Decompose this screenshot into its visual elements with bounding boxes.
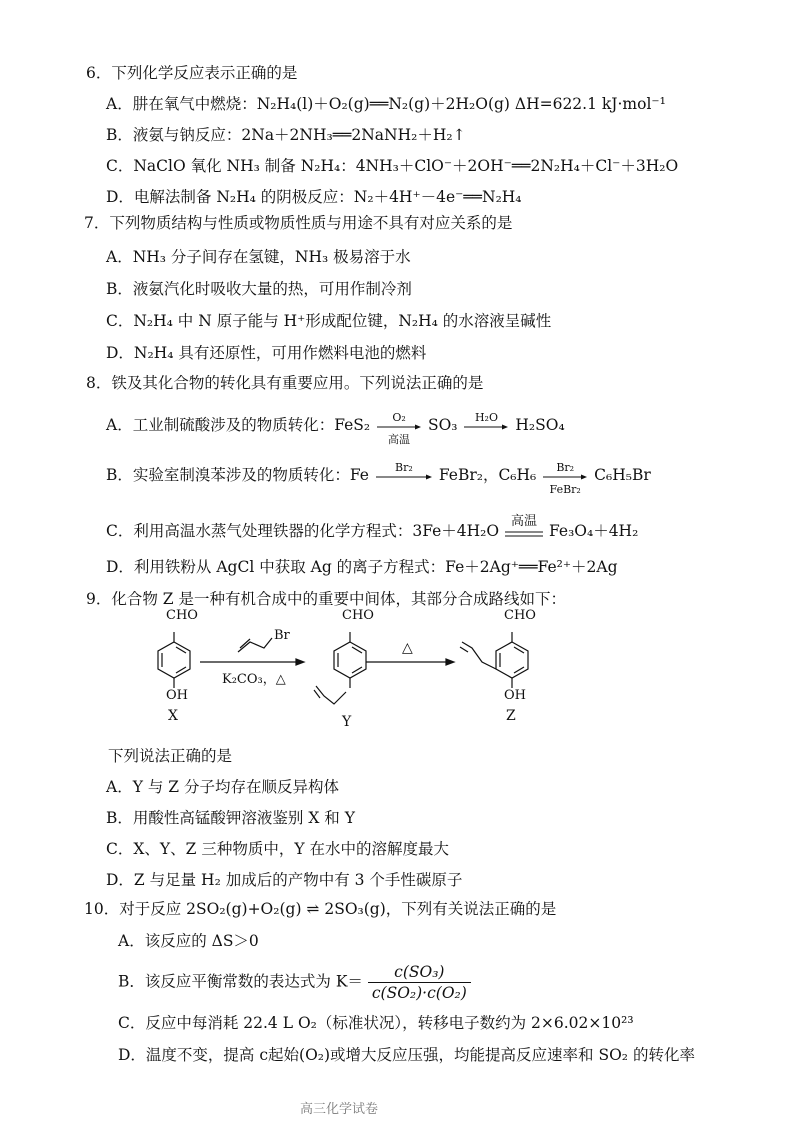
reagent-br-label: Br <box>274 628 290 643</box>
synthesis-scheme <box>120 608 680 742</box>
compound-x-label: X <box>168 708 178 724</box>
q10-option-c: C．反应中每消耗 22.4 L O₂（标准状况），转移电子数约为 2×6.02×10²³ <box>118 1014 634 1032</box>
q8-option-b <box>106 461 651 496</box>
q9-option-d: D．Z 与足量 H₂ 加成后的产物中有 3 个手性碳原子 <box>106 871 463 889</box>
page-footer: 高三化学试卷 <box>300 1102 379 1117</box>
right-arrow-icon <box>462 423 510 431</box>
fraction-denominator: c(SO₂)·c(O₂) <box>371 984 467 1002</box>
q6-stem: 6．下列化学反应表示正确的是 <box>86 64 298 82</box>
q8-b-arrow1-top: Br₂ <box>395 461 413 474</box>
synthesis-scheme-drawing <box>120 612 680 742</box>
q10-option-b <box>118 962 471 1003</box>
q7-option-c: C．N₂H₄ 中 N 原子能与 H⁺形成配位键，N₂H₄ 的水溶液呈碱性 <box>106 312 552 330</box>
q10-b-prefix: B．该反应平衡常数的表达式为 K＝ <box>118 972 363 991</box>
q10-option-a: A．该反应的 ΔS＞0 <box>118 932 259 950</box>
heat-condition: △ <box>402 640 413 656</box>
double-line-icon <box>504 530 544 538</box>
q9-sub-stem: 下列说法正确的是 <box>108 747 233 765</box>
q8-b-arrow1 <box>374 461 434 487</box>
q8-option-d: D．利用铁粉从 AgCl 中获取 Ag 的离子方程式：Fe＋2Ag⁺══Fe²⁺＋2Ag <box>106 558 618 576</box>
compound-z-label: Z <box>506 708 516 724</box>
x-cho-label: CHO <box>166 608 198 623</box>
q8-a-arrow1 <box>375 411 423 446</box>
q7-option-a: A．NH₃ 分子间存在氢键，NH₃ 极易溶于水 <box>106 248 411 266</box>
q8-a-prefix: A．工业制硫酸涉及的物质转化：FeS₂ <box>106 416 371 434</box>
q8-a-arrow2-top: H₂O <box>474 411 498 424</box>
q8-b-end: C₆H₅Br <box>594 466 651 484</box>
q6-option-a: A．肼在氧气中燃烧：N₂H₄(l)＋O₂(g)══N₂(g)＋2H₂O(g) ΔH=622.1 kJ·mol⁻¹ <box>106 95 666 113</box>
q9-option-c: C．X、Y、Z 三种物质中，Y 在水中的溶解度最大 <box>106 840 449 858</box>
z-oh-label: OH <box>504 688 526 703</box>
q8-option-c <box>106 514 639 543</box>
q10-option-d: D．温度不变，提高 c起始(O₂)或增大反应压强，均能提高反应速率和 SO₂ 的转化率 <box>118 1046 695 1064</box>
q8-b-arrow2 <box>541 461 589 496</box>
q8-a-end: H₂SO₄ <box>515 416 565 434</box>
q8-b-mid: FeBr₂，C₆H₆ <box>438 466 537 484</box>
equilibrium-fraction <box>368 962 471 1003</box>
q9-option-a: A．Y 与 Z 分子均存在顺反异构体 <box>106 778 339 796</box>
q8-b-prefix: B．实验室制溴苯涉及的物质转化：Fe <box>106 466 369 484</box>
right-arrow-icon <box>374 473 434 481</box>
fraction-numerator: c(SO₃) <box>368 962 471 983</box>
q8-c-condition: 高温 <box>511 514 538 529</box>
q7-stem: 7．下列物质结构与性质或物质性质与用途不具有对应关系的是 <box>84 214 513 232</box>
q8-a-arrow1-top: O₂ <box>392 411 406 424</box>
q8-c-prefix: C．利用高温水蒸气处理铁器的化学方程式：3Fe＋4H₂O <box>106 522 500 540</box>
q8-c-end: Fe₃O₄＋4H₂ <box>548 522 639 540</box>
q7-option-d: D．N₂H₄ 具有还原性，可用作燃料电池的燃料 <box>106 344 427 362</box>
q6-option-d: D．电解法制备 N₂H₄ 的阴极反应：N₂＋4H⁺－4e⁻══N₂H₄ <box>106 188 522 206</box>
q8-a-arrow1-bottom: 高温 <box>388 433 411 446</box>
q9-stem: 9．化合物 Z 是一种有机合成中的重要中间体，其部分合成路线如下： <box>86 590 566 608</box>
q6-option-c: C．NaClO 氧化 NH₃ 制备 N₂H₄：4NH₃＋ClO⁻＋2OH⁻══2N₂H₄＋Cl⁻＋3H₂O <box>106 157 679 175</box>
z-cho-label: CHO <box>504 608 536 623</box>
compound-y-label: Y <box>342 714 352 730</box>
x-oh-label: OH <box>166 688 188 703</box>
q8-stem: 8．铁及其化合物的转化具有重要应用。下列说法正确的是 <box>86 374 484 392</box>
q7-option-b: B．液氨汽化时吸收大量的热，可用作制冷剂 <box>106 280 412 298</box>
y-cho-label: CHO <box>342 608 374 623</box>
q8-a-mid: SO₃ <box>427 416 458 434</box>
q6-option-b: B．液氨与钠反应：2Na＋2NH₃══2NaNH₂＋H₂↑ <box>106 126 466 144</box>
reagent-conditions: K₂CO₃，△ <box>222 672 286 687</box>
q8-b-arrow2-top: Br₂ <box>556 461 575 474</box>
q8-c-equals <box>504 514 544 543</box>
q8-option-a <box>106 411 565 446</box>
q9-option-b: B．用酸性高锰酸钾溶液鉴别 X 和 Y <box>106 809 355 827</box>
q8-a-arrow2 <box>462 411 510 437</box>
q10-stem: 10．对于反应 2SO₂(g)+O₂(g) ⇌ 2SO₃(g)，下列有关说法正确的是 <box>84 900 557 918</box>
q8-b-arrow2-bottom: FeBr₂ <box>549 483 581 496</box>
